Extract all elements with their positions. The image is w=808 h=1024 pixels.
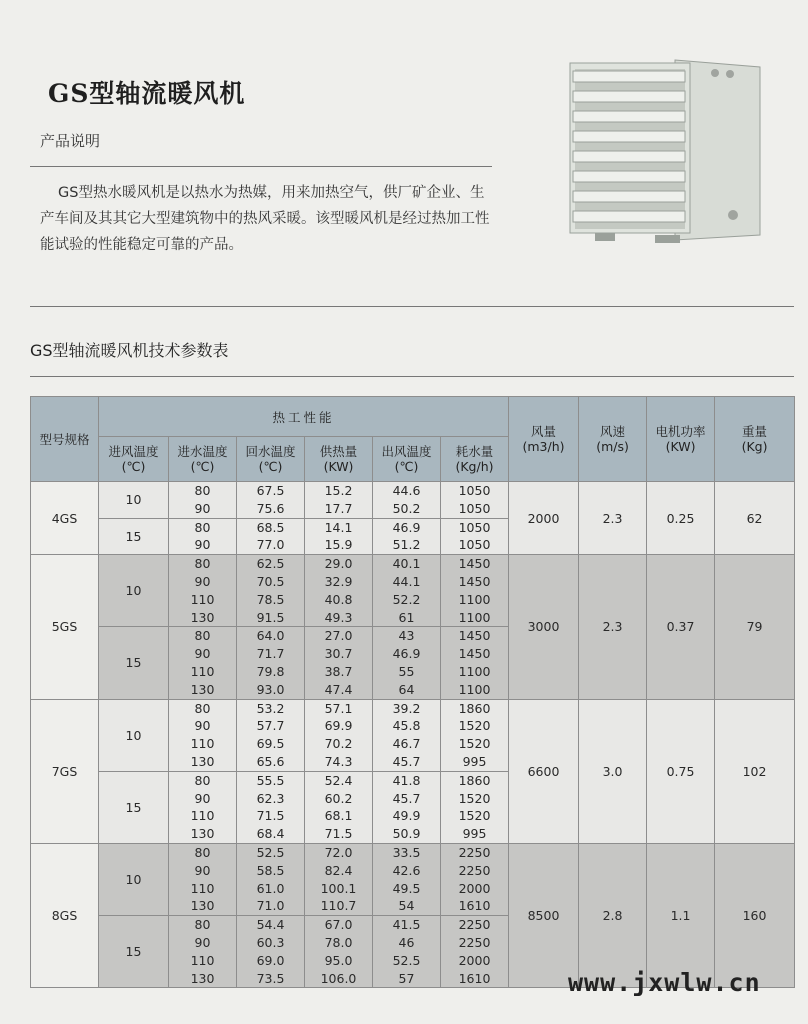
header-weight: 重量 (Kg) [715,397,795,482]
water-consumption-cell [441,482,509,519]
header-motor-power: 电机功率 (KW) [647,397,715,482]
weight-cell: 102 [715,699,795,843]
heat-supply-value: 70.2 [324,736,353,752]
return-water-temp-cell [237,916,305,988]
table-row [31,843,795,915]
inlet-air-temp-cell: 15 [99,627,169,699]
heat-supply-value: 30.7 [324,646,353,662]
heat-supply-value: 72.0 [324,844,353,860]
water-consumption-cell [441,518,509,555]
inlet-water-temp-value: 130 [190,609,215,625]
heat-supply-cell [305,555,373,627]
outlet-air-temp-value: 43 [398,628,415,644]
outlet-air-temp-value: 54 [398,898,415,914]
return-water-temp-value: 77.0 [256,537,285,553]
water-consumption-value: 2000 [458,952,491,968]
heat-supply-value: 78.0 [324,934,353,950]
inlet-water-temp-value: 80 [194,628,211,644]
return-water-temp-value: 65.6 [256,753,285,769]
water-consumption-value: 2250 [458,934,491,950]
product-description: GS型热水暖风机是以热水为热媒，用来加热空气，供厂矿企业、生产车间及其其它大型建筑物中的热风采暖。该型暖风机是经过热加工性能试验的性能稳定可靠的产品。 [40,185,490,253]
return-water-temp-value: 73.5 [256,970,285,986]
inlet-water-temp-value: 90 [194,934,211,950]
inlet-water-temp-value: 80 [194,844,211,860]
heat-supply-value: 47.4 [324,681,353,697]
outlet-air-temp-value: 52.5 [392,952,421,968]
return-water-temp-value: 69.5 [256,736,285,752]
outlet-air-temp-value: 44.1 [392,573,421,589]
outlet-air-temp-cell [373,555,441,627]
inlet-water-temp-value: 110 [190,663,215,679]
outlet-air-temp-value: 33.5 [392,844,421,860]
heat-supply-value: 14.1 [324,519,353,535]
model-cell: 8GS [31,843,99,987]
inlet-air-temp-cell: 15 [99,771,169,843]
water-consumption-value: 1450 [458,646,491,662]
water-consumption-value: 1050 [458,519,491,535]
heat-supply-cell [305,482,373,519]
inlet-water-temp-value: 80 [194,556,211,572]
weight-cell: 160 [715,843,795,987]
return-water-temp-value: 71.7 [256,646,285,662]
water-consumption-value: 1860 [458,772,491,788]
return-water-temp-value: 78.5 [256,591,285,607]
header-inlet-air-temp: 进风温度 (℃) [99,437,169,482]
return-water-temp-value: 55.5 [256,772,285,788]
water-consumption-value: 995 [462,826,487,842]
water-consumption-value: 1520 [458,736,491,752]
water-consumption-value: 2250 [458,862,491,878]
return-water-temp-value: 71.0 [256,898,285,914]
heat-supply-cell [305,699,373,771]
inlet-water-temp-value: 110 [190,880,215,896]
heat-supply-value: 17.7 [324,500,353,516]
motor-power-cell: 0.75 [647,699,715,843]
inlet-water-temp-value: 110 [190,591,215,607]
inlet-water-temp-value: 90 [194,573,211,589]
outlet-air-temp-value: 40.1 [392,556,421,572]
outlet-air-temp-value: 46 [398,934,415,950]
return-water-temp-value: 64.0 [256,628,285,644]
inlet-air-temp-cell: 10 [99,699,169,771]
table-row [31,555,795,627]
spec-table-body [31,482,795,988]
motor-power-cell: 0.37 [647,555,715,699]
heat-supply-cell [305,916,373,988]
water-consumption-value: 2250 [458,917,491,933]
outlet-air-temp-value: 49.5 [392,880,421,896]
outlet-air-temp-value: 41.8 [392,772,421,788]
outlet-air-temp-value: 39.2 [392,700,421,716]
inlet-water-temp-value: 90 [194,537,211,553]
spec-table [30,396,795,988]
return-water-temp-value: 61.0 [256,880,285,896]
inlet-water-temp-cell [169,771,237,843]
inlet-water-temp-value: 90 [194,790,211,806]
divider-top [30,166,492,167]
inlet-water-temp-cell [169,627,237,699]
return-water-temp-value: 69.0 [256,952,285,968]
return-water-temp-value: 54.4 [256,917,285,933]
header-water-consumption: 耗水量 (Kg/h) [441,437,509,482]
return-water-temp-value: 70.5 [256,573,285,589]
inlet-water-temp-value: 90 [194,862,211,878]
air-speed-cell: 3.0 [579,699,647,843]
water-consumption-value: 1450 [458,556,491,572]
inlet-water-temp-cell [169,555,237,627]
water-consumption-cell [441,771,509,843]
heat-supply-cell [305,627,373,699]
heat-supply-value: 40.8 [324,591,353,607]
header-outlet-air-temp: 出风温度 (℃) [373,437,441,482]
heater-product-image [555,55,770,255]
header-model: 型号规格 [31,397,99,482]
inlet-water-temp-value: 130 [190,826,215,842]
inlet-water-temp-value: 80 [194,772,211,788]
inlet-water-temp-value: 90 [194,500,211,516]
water-consumption-value: 1100 [458,663,491,679]
return-water-temp-cell [237,699,305,771]
section-subtitle: 产品说明 [40,132,101,150]
watermark: www.jxwlw.cn [568,968,761,997]
return-water-temp-value: 62.3 [256,790,285,806]
outlet-air-temp-value: 41.5 [392,917,421,933]
heat-supply-value: 67.0 [324,917,353,933]
outlet-air-temp-value: 45.7 [392,753,421,769]
heat-supply-value: 100.1 [320,880,357,896]
table-row [31,482,795,519]
inlet-water-temp-value: 110 [190,736,215,752]
outlet-air-temp-value: 42.6 [392,862,421,878]
heat-supply-value: 71.5 [324,826,353,842]
water-consumption-value: 1100 [458,609,491,625]
outlet-air-temp-cell [373,916,441,988]
divider-middle [30,306,794,307]
inlet-water-temp-value: 130 [190,898,215,914]
water-consumption-cell [441,699,509,771]
water-consumption-value: 1050 [458,500,491,516]
water-consumption-cell [441,555,509,627]
inlet-water-temp-value: 80 [194,519,211,535]
header-heat-supply: 供热量 (KW) [305,437,373,482]
return-water-temp-cell [237,482,305,519]
model-cell: 5GS [31,555,99,699]
outlet-air-temp-value: 50.2 [392,500,421,516]
outlet-air-temp-value: 61 [398,609,415,625]
inlet-water-temp-value: 80 [194,917,211,933]
heat-supply-value: 82.4 [324,862,353,878]
return-water-temp-value: 71.5 [256,808,285,824]
inlet-water-temp-cell [169,699,237,771]
motor-power-cell: 0.25 [647,482,715,555]
return-water-temp-value: 57.7 [256,718,285,734]
inlet-water-temp-value: 130 [190,753,215,769]
inlet-water-temp-cell [169,916,237,988]
inlet-water-temp-value: 90 [194,646,211,662]
water-consumption-value: 1100 [458,591,491,607]
air-volume-cell: 6600 [509,699,579,843]
heat-supply-value: 68.1 [324,808,353,824]
water-consumption-value: 1050 [458,483,491,498]
inlet-water-temp-value: 130 [190,970,215,986]
heat-supply-value: 57.1 [324,700,353,716]
water-consumption-value: 995 [462,753,487,769]
outlet-air-temp-value: 46.9 [392,519,421,535]
outlet-air-temp-cell [373,627,441,699]
water-consumption-cell [441,843,509,915]
air-volume-cell: 8500 [509,843,579,987]
outlet-air-temp-value: 49.9 [392,808,421,824]
outlet-air-temp-value: 64 [398,681,415,697]
air-volume-cell: 3000 [509,555,579,699]
return-water-temp-value: 93.0 [256,681,285,697]
model-cell: 4GS [31,482,99,555]
inlet-air-temp-cell: 10 [99,843,169,915]
return-water-temp-value: 68.4 [256,826,285,842]
table-row [31,699,795,771]
water-consumption-cell [441,916,509,988]
weight-cell: 79 [715,555,795,699]
air-volume-cell: 2000 [509,482,579,555]
air-speed-cell: 2.8 [579,843,647,987]
header-return-water-temp: 回水温度 (℃) [237,437,305,482]
return-water-temp-cell [237,518,305,555]
return-water-temp-value: 62.5 [256,556,285,572]
return-water-temp-value: 53.2 [256,700,285,716]
weight-cell: 62 [715,482,795,555]
inlet-water-temp-value: 110 [190,808,215,824]
outlet-air-temp-value: 52.2 [392,591,421,607]
return-water-temp-cell [237,771,305,843]
return-water-temp-value: 58.5 [256,862,285,878]
inlet-water-temp-value: 80 [194,483,211,498]
water-consumption-value: 1050 [458,537,491,553]
water-consumption-value: 1450 [458,628,491,644]
page-title: GS型轴流暖风机 [48,79,246,108]
inlet-water-temp-cell [169,843,237,915]
return-water-temp-value: 52.5 [256,844,285,860]
heat-supply-value: 38.7 [324,663,353,679]
air-speed-cell: 2.3 [579,482,647,555]
outlet-air-temp-value: 45.7 [392,790,421,806]
heat-supply-value: 60.2 [324,790,353,806]
water-consumption-value: 1520 [458,808,491,824]
return-water-temp-value: 91.5 [256,609,285,625]
inlet-water-temp-value: 90 [194,718,211,734]
inlet-water-temp-cell [169,482,237,519]
water-consumption-value: 1610 [458,970,491,986]
return-water-temp-value: 60.3 [256,934,285,950]
heat-supply-value: 32.9 [324,573,353,589]
outlet-air-temp-value: 50.9 [392,826,421,842]
return-water-temp-cell [237,627,305,699]
inlet-air-temp-cell: 15 [99,518,169,555]
header-inlet-water-temp: 进水温度 (℃) [169,437,237,482]
water-consumption-value: 1100 [458,681,491,697]
outlet-air-temp-value: 45.8 [392,718,421,734]
heat-supply-value: 110.7 [320,898,357,914]
heat-supply-value: 29.0 [324,556,353,572]
return-water-temp-value: 75.6 [256,500,285,516]
heat-supply-value: 95.0 [324,952,353,968]
heat-supply-value: 106.0 [320,970,357,986]
inlet-water-temp-value: 130 [190,681,215,697]
return-water-temp-value: 67.5 [256,483,285,498]
water-consumption-value: 1520 [458,718,491,734]
outlet-air-temp-cell [373,482,441,519]
table-title: GS型轴流暖风机技术参数表 [30,341,229,360]
outlet-air-temp-value: 44.6 [392,483,421,498]
header-air-speed: 风速 (m/s) [579,397,647,482]
heat-supply-value: 52.4 [324,772,353,788]
outlet-air-temp-cell [373,843,441,915]
outlet-air-temp-value: 46.9 [392,646,421,662]
divider-table [30,376,794,377]
inlet-air-temp-cell: 15 [99,916,169,988]
heat-supply-value: 15.2 [324,483,353,498]
air-speed-cell: 2.3 [579,555,647,699]
model-cell: 7GS [31,699,99,843]
inlet-air-temp-cell: 10 [99,482,169,519]
water-consumption-value: 2250 [458,844,491,860]
outlet-air-temp-cell [373,771,441,843]
inlet-air-temp-cell: 10 [99,555,169,627]
outlet-air-temp-cell [373,699,441,771]
water-consumption-cell [441,627,509,699]
water-consumption-value: 1610 [458,898,491,914]
return-water-temp-value: 68.5 [256,519,285,535]
return-water-temp-value: 79.8 [256,663,285,679]
heat-supply-value: 27.0 [324,628,353,644]
outlet-air-temp-cell [373,518,441,555]
water-consumption-value: 1860 [458,700,491,716]
header-air-volume: 风量 (m3/h) [509,397,579,482]
heat-supply-value: 15.9 [324,537,353,553]
water-consumption-value: 1520 [458,790,491,806]
water-consumption-value: 2000 [458,880,491,896]
header-thermal-group: 热工性能 [99,397,509,437]
inlet-water-temp-value: 80 [194,700,211,716]
heat-supply-value: 69.9 [324,718,353,734]
motor-power-cell: 1.1 [647,843,715,987]
inlet-water-temp-cell [169,518,237,555]
heat-supply-cell [305,771,373,843]
water-consumption-value: 1450 [458,573,491,589]
return-water-temp-cell [237,843,305,915]
inlet-water-temp-value: 110 [190,952,215,968]
outlet-air-temp-value: 46.7 [392,736,421,752]
heat-supply-cell [305,518,373,555]
heat-supply-cell [305,843,373,915]
heat-supply-value: 74.3 [324,753,353,769]
outlet-air-temp-value: 51.2 [392,537,421,553]
heat-supply-value: 49.3 [324,609,353,625]
outlet-air-temp-value: 55 [398,663,415,679]
outlet-air-temp-value: 57 [398,970,415,986]
return-water-temp-cell [237,555,305,627]
